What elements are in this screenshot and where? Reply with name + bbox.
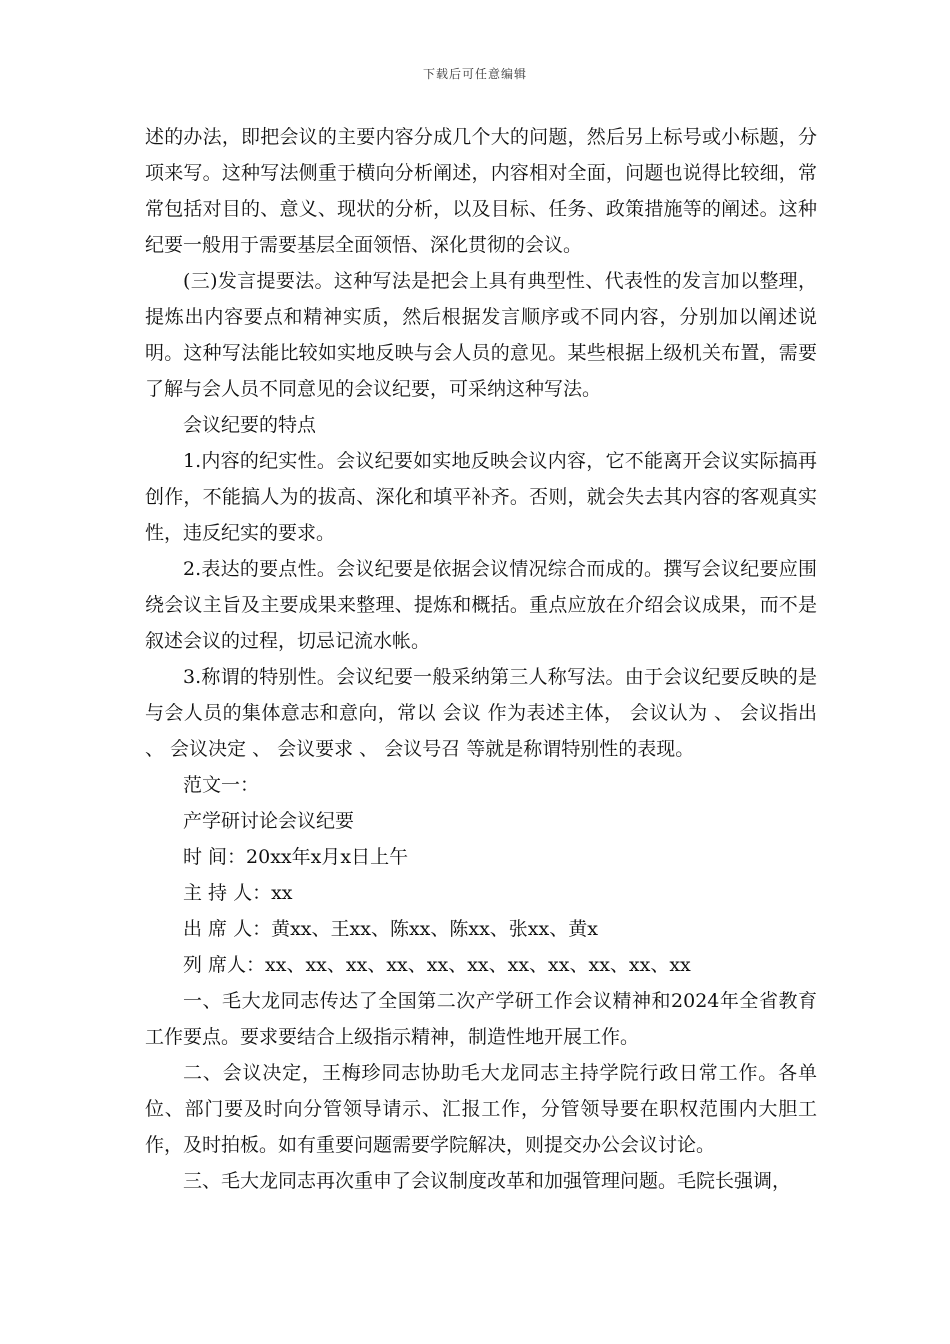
paragraph-2: (三)发言提要法。这种写法是把会上具有典型性、代表性的发言加以整理，提炼出内容要点和精神实质，然后根据发言顺序或不同内容，分别加以阐述说明。这种写法能比较如实地反映与会人员的意见。某些根据上级机关布置，需要了解与会人员不同意见的会议纪要，可采纳这种写法。 (145, 270, 817, 400)
paragraph-feature-3: 3.称谓的特别性。会议纪要一般采纳第三人称写法。由于会议纪要反映的是与会人员的集体意志和意向，常以 会议 作为表述主体， 会议认为 、 会议指出 、 会议决定 、 会议要求 、 会议号召 等就是称谓特别性的表现。 (145, 666, 817, 760)
meeting-time: 时 间：20xx年x月x日上午 (183, 846, 409, 868)
minutes-item-1: 一、毛大龙同志传达了全国第二次产学研工作会议精神和2024年全省教育工作要点。要求要结合上级指示精神，制造性地开展工作。 (145, 990, 817, 1048)
section-heading: 会议纪要的特点 (183, 414, 317, 436)
page-header: 下载后可任意编辑 (422, 67, 527, 81)
sample-label: 范文一： (183, 774, 260, 796)
meeting-attendees: 出 席 人：黄xx、王xx、陈xx、陈xx、张xx、黄x (183, 918, 598, 940)
paragraph-feature-2: 2.表达的要点性。会议纪要是依据会议情况综合而成的。撰写会议纪要应围绕会议主旨及主要成果来整理、提炼和概括。重点应放在介绍会议成果，而不是叙述会议的过程，切忌记流水帐。 (145, 558, 817, 652)
meeting-observers: 列 席人：xx、xx、xx、xx、xx、xx、xx、xx、xx、xx、xx (183, 954, 691, 976)
paragraph-1: 述的办法，即把会议的主要内容分成几个大的问题，然后另上标号或小标题，分项来写。这种写法侧重于横向分析阐述，内容相对全面，问题也说得比较细，常常包括对目的、意义、现状的分析，以及目标、任务、政策措施等的阐述。这种纪要一般用于需要基层全面领悟、深化贯彻的会议。 (145, 126, 817, 256)
paragraph-feature-1: 1.内容的纪实性。会议纪要如实地反映会议内容，它不能离开会议实际搞再创作，不能搞人为的拔高、深化和填平补齐。否则，就会失去其内容的客观真实性，违反纪实的要求。 (145, 450, 817, 544)
minutes-item-3: 三、毛大龙同志再次重申了会议制度改革和加强管理问题。毛院长强调， (183, 1170, 792, 1192)
meeting-host: 主 持 人：xx (183, 882, 293, 904)
minutes-item-2: 二、会议决定，王梅珍同志协助毛大龙同志主持学院行政日常工作。各单位、部门要及时向分管领导请示、汇报工作，分管领导要在职权范围内大胆工作，及时拍板。如有重要问题需要学院解决，则提交办公会议讨论。 (145, 1062, 817, 1156)
document-body (145, 119, 817, 1199)
sample-title: 产学研讨论会议纪要 (183, 810, 355, 832)
